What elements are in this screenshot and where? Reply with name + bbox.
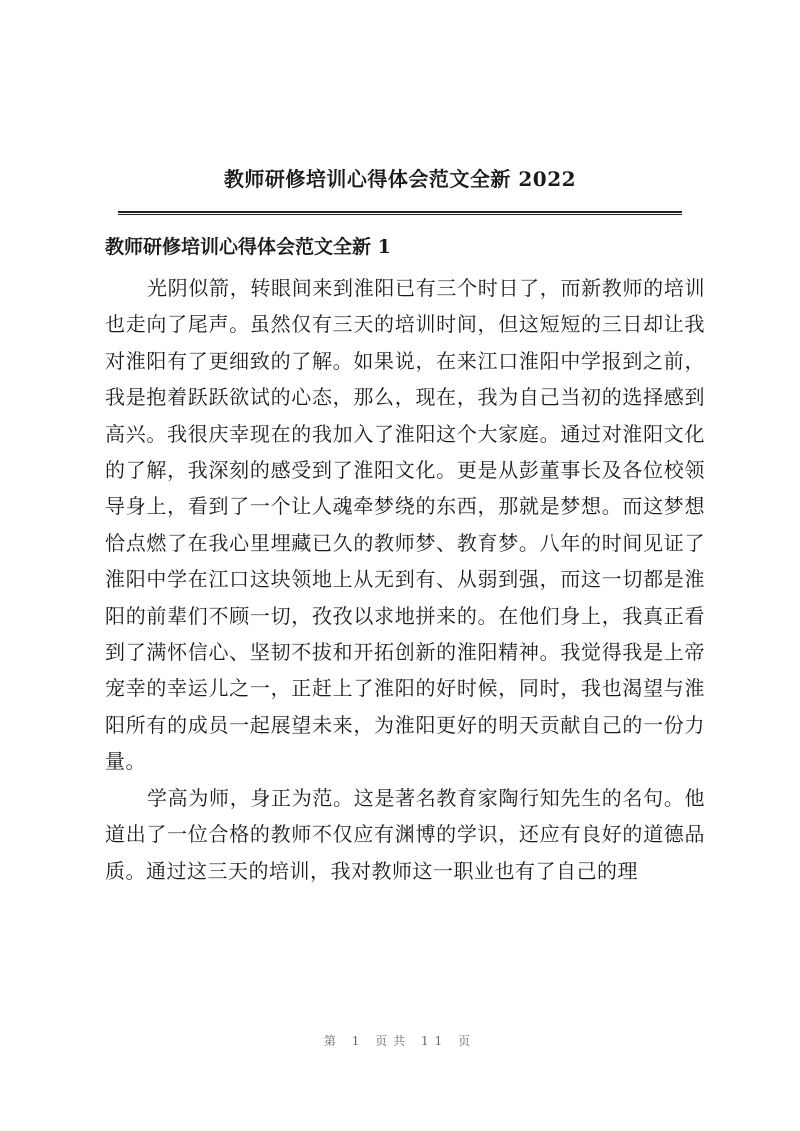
section-heading: 教师研修培训心得体会范文全新 1 xyxy=(105,236,391,258)
paragraph: 光阴似箭，转眼间来到淮阳已有三个时日了，而新教师的培训也走向了尾声。虽然仅有三天的培训时间，但这短短的三日却让我对淮阳有了更细致的了解。如果说，在来江口淮阳中学报到之前，我是抱着跃跃欲试的心态，那么，现在，我为自己当初的选择感到高兴。我很庆幸现在的我加入了淮阳这个大家庭。通过对淮阳文化的了解，我深刻的感受到了淮阳文化。更是从彭董事长及各位校领导身上，看到了一个让人魂牵梦绕的东西，那就是梦想。而这梦想恰点燃了在我心里埋藏已久的教师梦、教育梦。八年的时间见证了淮阳中学在江口这块领地上从无到有、从弱到强，而这一切都是淮阳的前辈们不顾一切，孜孜以求地拼来的。在他们身上，我真正看到了满怀信心、坚韧不拔和开拓创新的淮阳精神。我觉得我是上帝宠幸的幸运儿之一，正赶上了淮阳的好时候，同时，我也渴望与淮阳所有的成员一起展望未来，为淮阳更好的明天贡献自己的一份力量。 xyxy=(105,276,705,774)
title-divider xyxy=(118,211,682,215)
page-number-footer: 第 1 页共 11 页 xyxy=(323,1034,477,1048)
document-body xyxy=(105,270,705,889)
paragraph: 学高为师，身正为范。这是著名教育家陶行知先生的名句。他道出了一位合格的教师不仅应有渊博的学识，还应有良好的道德品质。通过这三天的培训，我对教师这一职业也有了自己的理 xyxy=(105,785,705,883)
document-title: 教师研修培训心得体会范文全新 2022 xyxy=(223,167,577,191)
